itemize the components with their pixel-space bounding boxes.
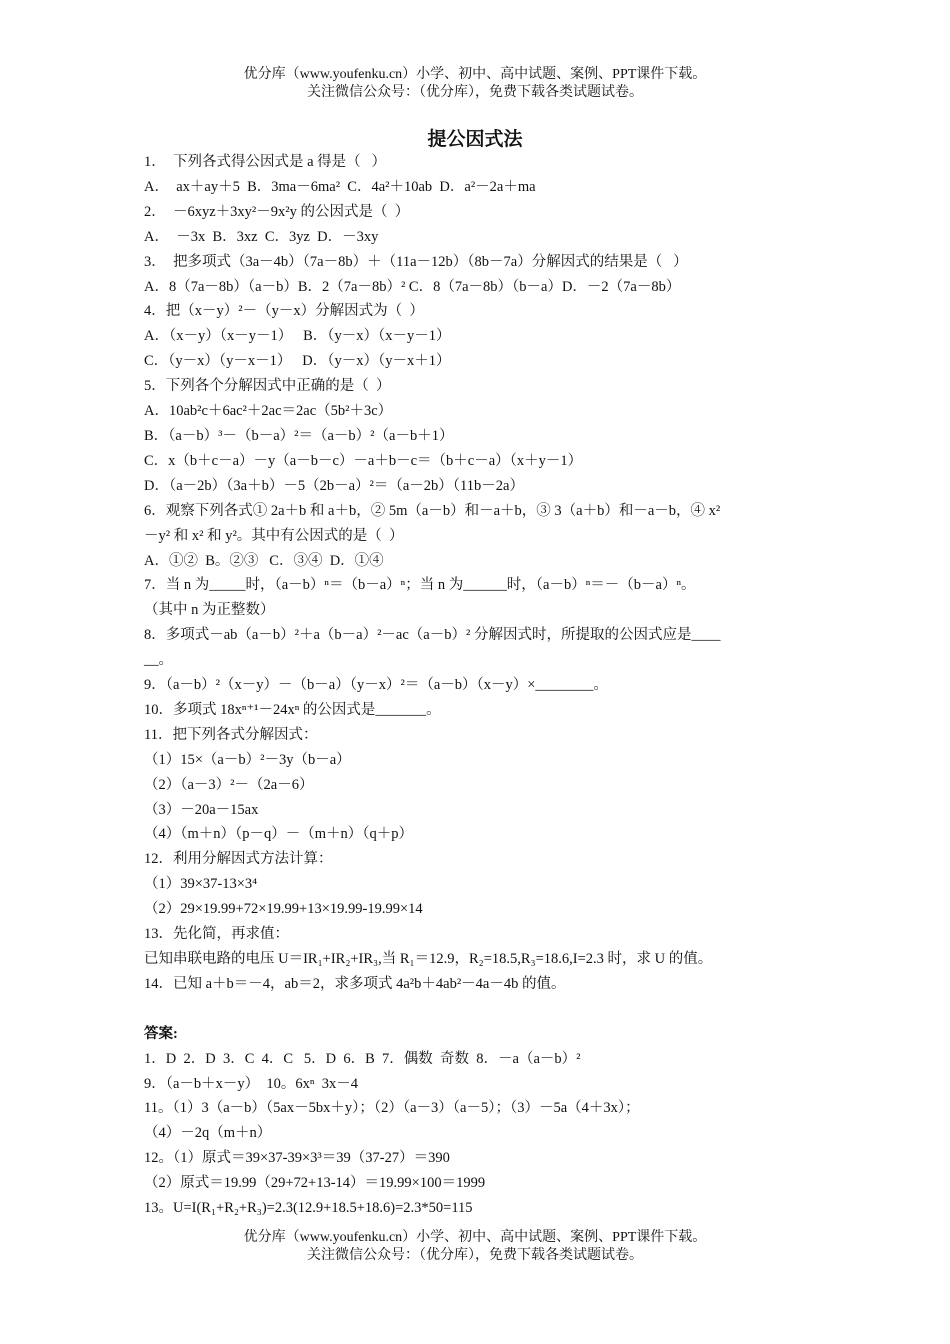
header-line-2: 关注微信公众号：（优分库），免费下载各类试题试卷。 bbox=[307, 85, 643, 100]
answer-line: 11。（1）3（a－b）（5ax－5bx＋y）；（2）（a－3）（a－5）；（3）－5a（4＋3x）； bbox=[144, 1100, 640, 1117]
questions-section bbox=[144, 150, 812, 997]
question-line: 14．已知 a＋b＝－4，ab＝2，求多项式 4a²b＋4ab²－4a－4b 的值。 bbox=[144, 975, 566, 992]
document-body bbox=[144, 150, 812, 1221]
page-header bbox=[0, 66, 950, 102]
question-line: （2）29×19.99+72×19.99+13×19.99-19.99×14 bbox=[144, 901, 423, 918]
question-line: A． ax＋ay＋5 B．3ma－6ma² C．4a²＋10ab D．a²－2a＋ma bbox=[144, 178, 536, 195]
question-line: （2）（a－3）²－（2a－6） bbox=[144, 776, 314, 793]
question-line: －y² 和 x² 和 y²。其中有公因式的是（ ） bbox=[144, 527, 404, 544]
question-line: （3）－20a－15ax bbox=[144, 801, 259, 818]
question-line: 3． 把多项式（3a－4b）（7a－8b）＋（11a－12b）（8b－7a）分解因式的结果是（ ） bbox=[144, 253, 688, 270]
answer-line: （4）－2q（m＋n） bbox=[144, 1125, 272, 1142]
header-line-1: 优分库（www.youfenku.cn）小学、初中、高中试题、案例、PPT课件下载。 bbox=[243, 67, 707, 82]
answers-section bbox=[144, 1047, 812, 1221]
question-line: 6．观察下列各式① 2a＋b 和 a＋b，② 5m（a－b）和－a＋b，③ 3（a＋b）和－a－b，④ x² bbox=[144, 502, 721, 519]
answer-line: 13。U=I(R₁+R₂+R₃)=2.3(12.9+18.5+18.6)=2.3*50=115 bbox=[144, 1200, 473, 1217]
footer-line-2: 关注微信公众号：（优分库），免费下载各类试题试卷。 bbox=[307, 1248, 643, 1263]
question-line: 12．利用分解因式方法计算： bbox=[144, 851, 333, 868]
answer-line: （2）原式＝19.99（29+72+13-14）＝19.99×100＝1999 bbox=[144, 1175, 486, 1192]
question-line: 8．多项式－ab（a－b）²＋a（b－a）²－ac（a－b）² 分解因式时，所提取的公因式应是____ bbox=[144, 627, 721, 644]
question-line: 10．多项式 18xⁿ⁺¹－24xⁿ 的公因式是_______。 bbox=[144, 701, 441, 718]
question-line: 已知串联电路的电压 U＝IR₁+IR₂+IR₃,当 R₁＝12.9，R₂=18.5,R₃=18.6,I=2.3 时，求 U 的值。 bbox=[144, 951, 713, 967]
question-line: 9．（a－b）²（x－y）－（b－a）（y－x）²＝（a－b）（x－y）×________。 bbox=[144, 677, 608, 694]
question-line: A． －3x B．3xz C．3yz D．－3xy bbox=[144, 228, 379, 245]
question-line: （4）（m＋n）（p－q）－（m＋n）（q＋p） bbox=[144, 826, 414, 843]
question-line: （其中 n 为正整数） bbox=[144, 602, 275, 619]
footer-line-1: 优分库（www.youfenku.cn）小学、初中、高中试题、案例、PPT课件下载。 bbox=[243, 1230, 707, 1245]
question-line: 11．把下列各式分解因式： bbox=[144, 726, 318, 743]
question-line: C．（y－x）（y－x－1） D．（y－x）（y－x＋1） bbox=[144, 353, 451, 370]
question-line: 2． －6xyz＋3xy²－9x²y 的公因式是（ ） bbox=[144, 203, 410, 220]
answer-line: 9．（a－b＋x－y） 10。6xⁿ 3x－4 bbox=[144, 1075, 359, 1092]
question-line: （1）39×37-13×3⁴ bbox=[144, 876, 258, 893]
question-line: B．（a－b）³－（b－a）²＝（a－b）²（a－b＋1） bbox=[144, 427, 454, 444]
question-line: 1． 下列各式得公因式是 a 得是（ ） bbox=[144, 154, 387, 170]
question-line: __。 bbox=[144, 652, 173, 669]
page-footer bbox=[0, 1229, 950, 1265]
section-gap bbox=[144, 997, 812, 1022]
question-line: D．（a－2b）（3a＋b）－5（2b－a）²＝（a－2b）（11b－2a） bbox=[144, 477, 524, 494]
question-line: 13．先化简，再求值： bbox=[144, 926, 289, 943]
answers-label: 答案: bbox=[144, 1025, 178, 1042]
question-line: A．10ab²c＋6ac²＋2ac＝2ac（5b²＋3c） bbox=[144, 403, 393, 420]
question-line: A．8（7a－8b）（a－b）B．2（7a－8b）² C．8（7a－8b）（b－a）D．－2（7a－8b） bbox=[144, 278, 681, 295]
question-line: （1）15×（a－b）²－3y（b－a） bbox=[144, 751, 351, 768]
answer-line: 1．D 2．D 3．C 4．C 5．D 6．B 7．偶数 奇数 8．－a（a－b）² bbox=[144, 1050, 581, 1067]
question-line: 7．当 n 为_____时，（a－b）ⁿ＝（b－a）ⁿ；当 n 为______时，（a－b）ⁿ＝－（b－a）ⁿ。 bbox=[144, 577, 696, 594]
question-line: 5．下列各个分解因式中正确的是（ ） bbox=[144, 378, 391, 395]
question-line: C．x（b＋c－a）－y（a－b－c）－a＋b－c＝（b＋c－a）（x＋y－1） bbox=[144, 452, 583, 469]
question-line: A．①② B。②③ C．③④ D．①④ bbox=[144, 552, 384, 569]
answer-line: 12。（1）原式＝39×37-39×3³＝39（37-27）＝390 bbox=[144, 1150, 450, 1167]
page-title: 提公因式法 bbox=[427, 129, 523, 150]
question-line: 4．把（x－y）²－（y－x）分解因式为（ ） bbox=[144, 303, 424, 320]
question-line: A．（x－y）（x－y－1） B．（y－x）（x－y－1） bbox=[144, 328, 451, 345]
